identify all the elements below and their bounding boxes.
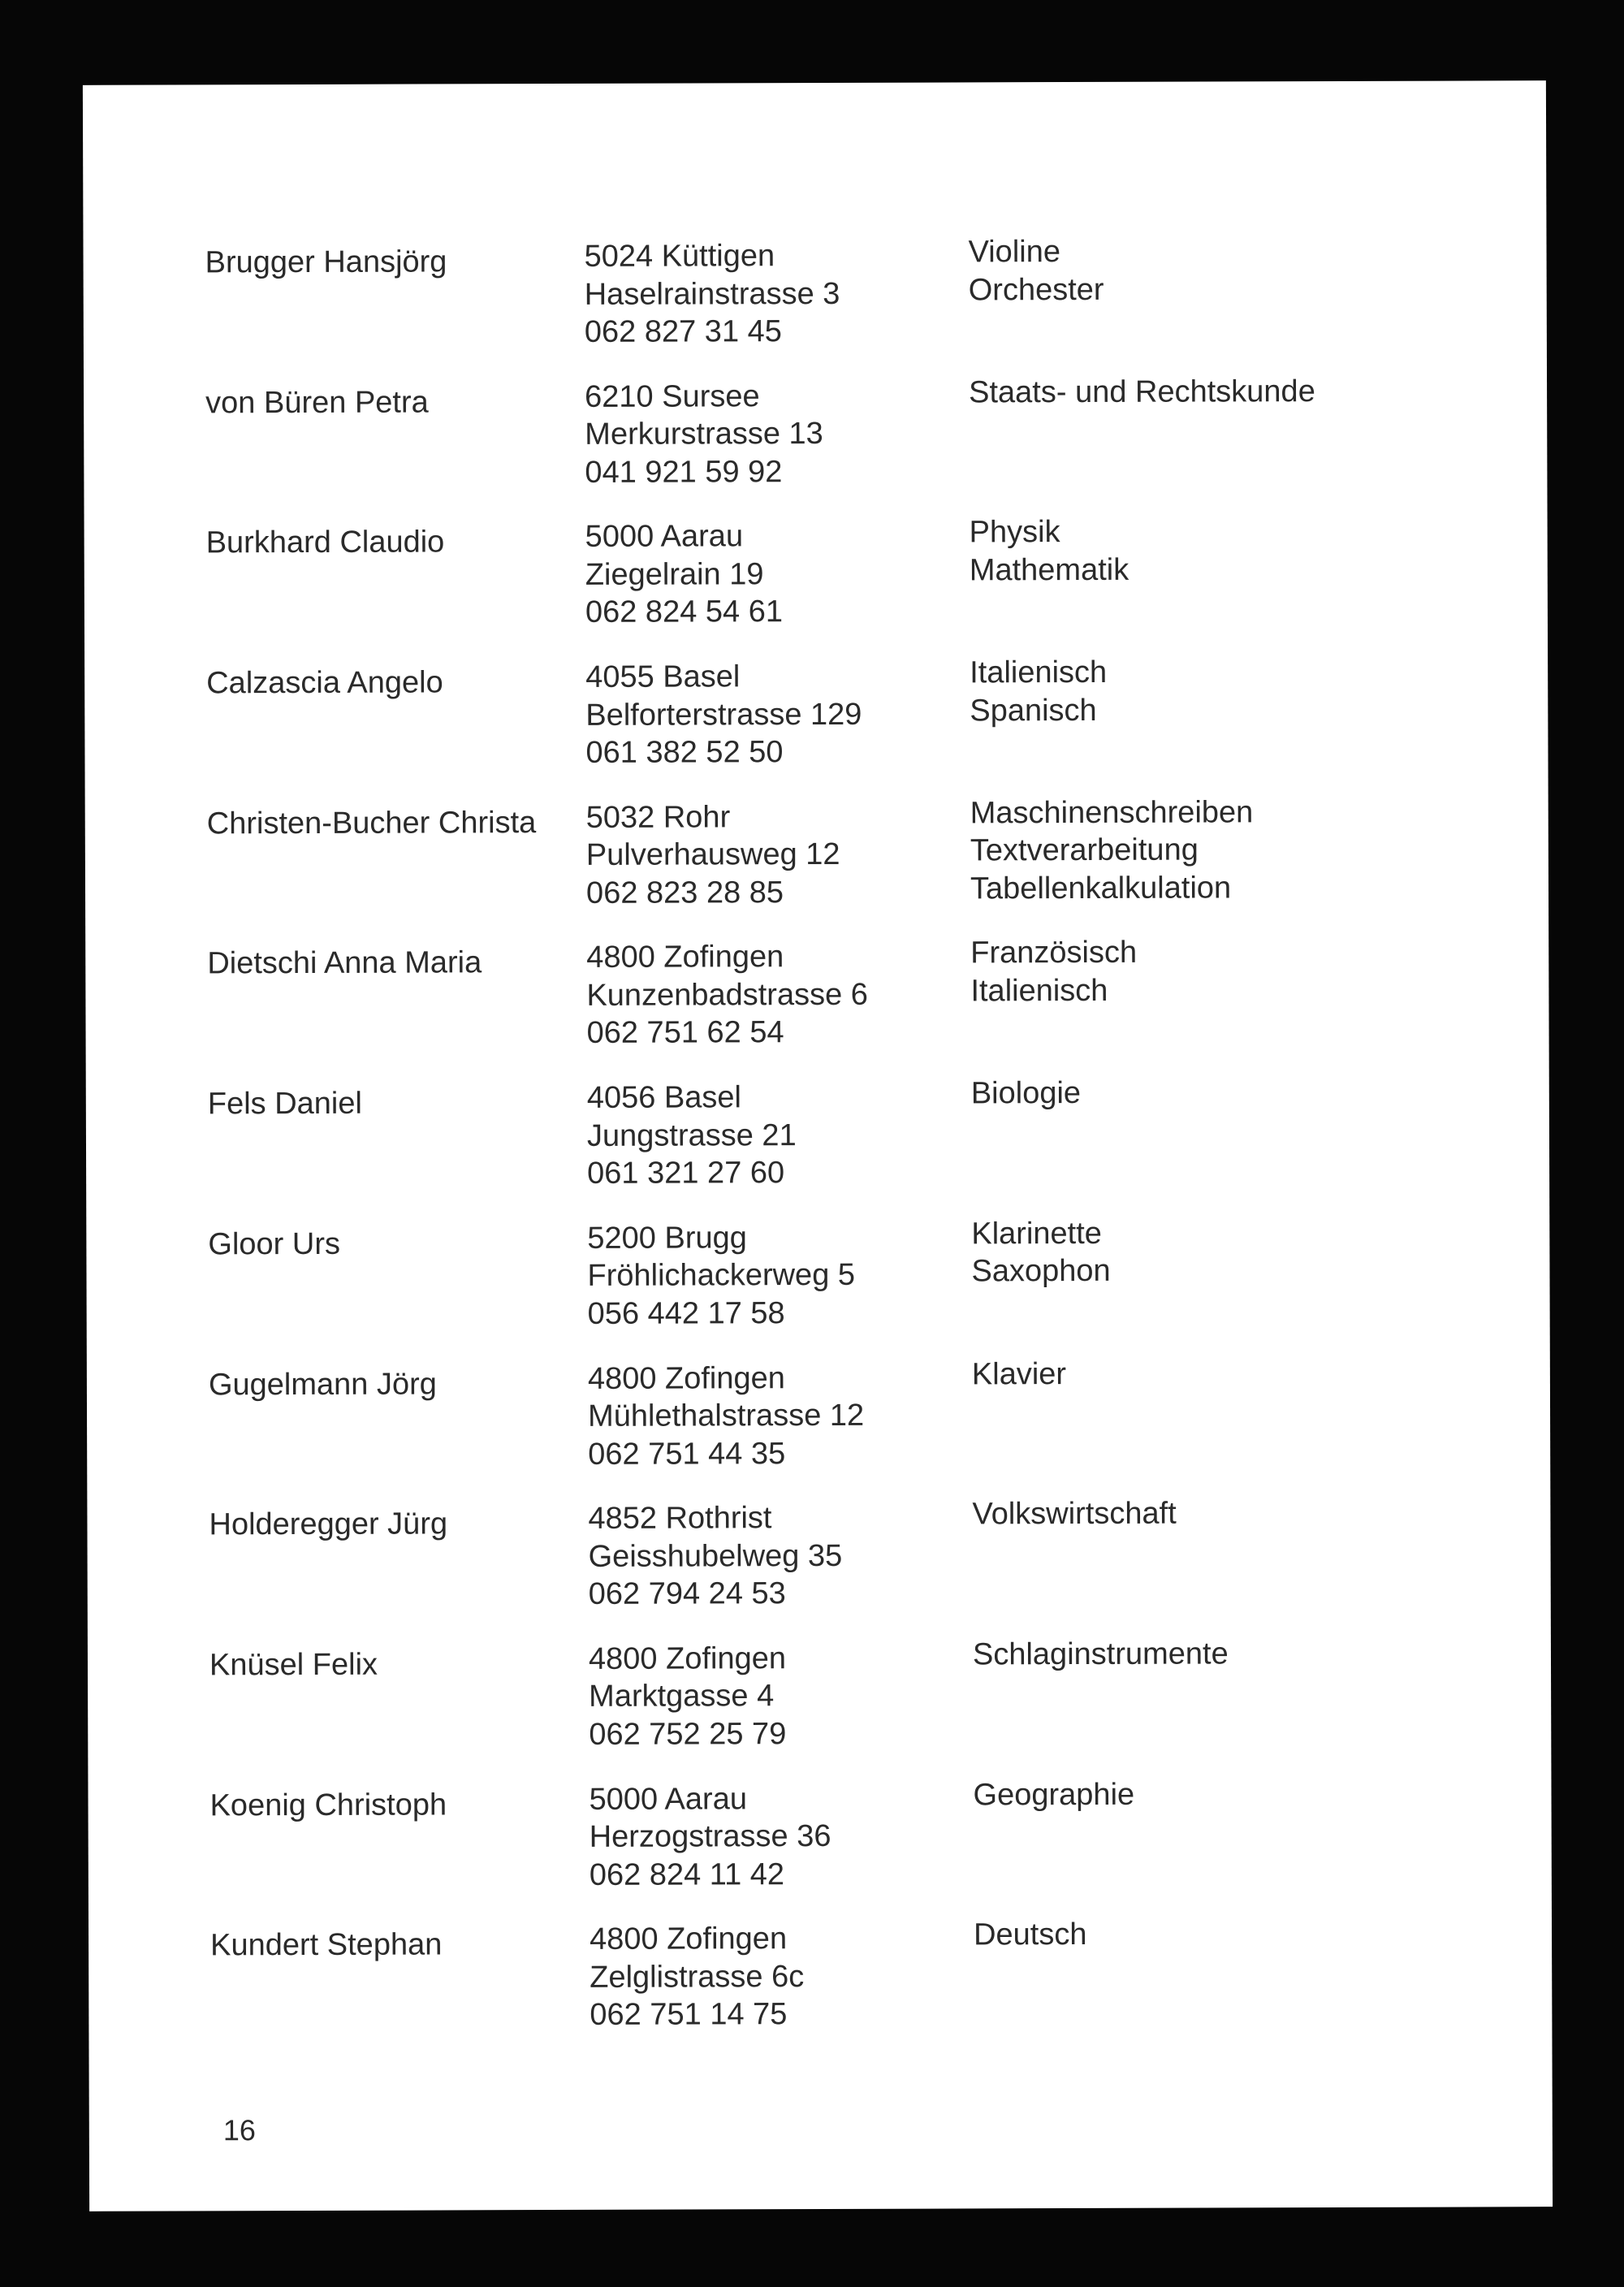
phone-number: 062 823 28 85 xyxy=(585,875,784,910)
subject: Staats- und Rechtskunde xyxy=(969,374,1315,410)
address-line: Herzogstrasse 36 xyxy=(589,1819,831,1854)
address-line: Marktgasse 4 xyxy=(589,1679,775,1714)
teacher-subjects xyxy=(971,1213,1426,1290)
list-item xyxy=(209,1637,1477,1782)
subject: Mathematik xyxy=(969,552,1129,588)
teacher-name: Holderegger Jürg xyxy=(209,1507,448,1542)
address-line: 5000 Aarau xyxy=(585,519,744,555)
address-line: Haselrainstrasse 3 xyxy=(584,276,840,312)
teacher-address xyxy=(589,1639,970,1753)
address-line: Zelglistrasse 6c xyxy=(590,1959,805,1995)
phone-number: 062 751 62 54 xyxy=(586,1015,784,1051)
phone-number: 061 321 27 60 xyxy=(587,1156,785,1191)
phone-number: 062 751 44 35 xyxy=(588,1436,786,1472)
list-item xyxy=(209,1357,1476,1502)
subject: Orchester xyxy=(968,272,1104,307)
address-line: Belforterstrasse 129 xyxy=(585,697,862,733)
list-item xyxy=(209,1498,1476,1642)
address-line: 5032 Rohr xyxy=(585,800,731,835)
phone-number: 061 382 52 50 xyxy=(585,735,784,770)
address-line: Kunzenbadstrasse 6 xyxy=(586,977,868,1013)
address-line: 5200 Brugg xyxy=(587,1221,747,1256)
document-page xyxy=(83,80,1553,2211)
list-item xyxy=(209,1778,1477,1922)
address-line: 4800 Zofingen xyxy=(586,940,784,975)
subject: Spanisch xyxy=(970,693,1097,728)
teacher-name: Burkhard Claudio xyxy=(205,525,445,560)
list-item xyxy=(210,1918,1478,2063)
address-line: Jungstrasse 21 xyxy=(586,1118,797,1153)
subject: Saxophon xyxy=(971,1254,1111,1289)
teacher-address xyxy=(585,517,967,632)
subject: Deutsch xyxy=(973,1917,1087,1952)
teacher-name: Fels Daniel xyxy=(207,1086,362,1122)
teacher-subjects xyxy=(970,933,1425,1010)
teacher-name: Christen-Bucher Christa xyxy=(206,805,537,841)
subject: Tabellenkalkulation xyxy=(970,871,1232,906)
teacher-address xyxy=(588,1499,970,1614)
phone-number: 062 824 11 42 xyxy=(589,1857,785,1892)
teacher-address xyxy=(585,657,967,772)
subject: Klarinette xyxy=(971,1216,1102,1252)
address-line: Fröhlichackerweg 5 xyxy=(587,1258,856,1294)
page-number: 16 xyxy=(222,2113,256,2147)
teacher-name: von Büren Petra xyxy=(205,385,429,421)
phone-number: 041 921 59 92 xyxy=(585,454,783,490)
subject: Schlaginstrumente xyxy=(972,1636,1229,1672)
teacher-address xyxy=(585,377,966,491)
teacher-address xyxy=(587,1218,969,1333)
address-line: 4055 Basel xyxy=(585,659,741,694)
teacher-name: Calzascia Angelo xyxy=(206,665,443,701)
phone-number: 062 751 14 75 xyxy=(590,1997,788,2033)
list-item xyxy=(208,1077,1475,1221)
teacher-subjects xyxy=(972,1494,1427,1533)
teacher-name: Brugger Hansjörg xyxy=(205,244,447,280)
subject: Violine xyxy=(968,235,1060,270)
list-item xyxy=(207,796,1475,940)
phone-number: 062 827 31 45 xyxy=(584,314,782,349)
teacher-address xyxy=(586,798,968,912)
phone-number: 056 442 17 58 xyxy=(587,1295,785,1331)
teacher-subjects xyxy=(973,1775,1427,1814)
subject: Italienisch xyxy=(970,655,1108,690)
teacher-address xyxy=(588,1359,970,1473)
subject: Italienisch xyxy=(970,973,1108,1009)
teacher-name: Gloor Urs xyxy=(208,1226,341,1262)
address-line: 5000 Aarau xyxy=(589,1781,747,1817)
list-item xyxy=(205,235,1472,379)
address-line: Merkurstrasse 13 xyxy=(585,417,823,452)
teacher-subjects xyxy=(973,1635,1427,1674)
subject: Klavier xyxy=(971,1356,1067,1391)
phone-number: 062 794 24 53 xyxy=(588,1576,786,1612)
subject: Geographie xyxy=(973,1777,1135,1812)
teacher-subjects xyxy=(968,232,1423,309)
phone-number: 062 824 54 61 xyxy=(585,594,784,630)
teacher-subjects xyxy=(969,372,1423,411)
subject: Volkswirtschaft xyxy=(972,1496,1177,1532)
list-item xyxy=(206,656,1474,801)
address-line: 4852 Rothrist xyxy=(588,1501,772,1537)
teacher-address xyxy=(584,236,965,351)
address-line: 4800 Zofingen xyxy=(588,1641,787,1676)
teacher-subjects xyxy=(970,512,1424,590)
subject: Physik xyxy=(969,515,1060,550)
teacher-subjects xyxy=(972,1354,1427,1393)
subject: Französisch xyxy=(970,936,1138,971)
address-line: Pulverhausweg 12 xyxy=(585,837,840,873)
address-line: 4056 Basel xyxy=(586,1080,742,1116)
teacher-name: Kundert Stephan xyxy=(210,1927,443,1963)
teacher-address xyxy=(586,938,968,1053)
address-line: 4800 Zofingen xyxy=(590,1922,788,1957)
address-line: Geisshubelweg 35 xyxy=(588,1538,843,1574)
list-item xyxy=(206,516,1474,660)
teacher-list xyxy=(205,235,1477,2062)
address-line: 5024 Küttigen xyxy=(584,239,775,274)
teacher-name: Knüsel Felix xyxy=(209,1647,378,1683)
teacher-subjects xyxy=(974,1915,1428,1954)
teacher-address xyxy=(590,1920,971,2034)
teacher-subjects xyxy=(971,1074,1426,1113)
phone-number: 062 752 25 79 xyxy=(589,1717,787,1752)
address-line: 4800 Zofingen xyxy=(587,1360,785,1396)
list-item xyxy=(207,936,1475,1081)
teacher-name: Dietschi Anna Maria xyxy=(207,945,482,981)
list-item xyxy=(205,375,1473,520)
teacher-subjects xyxy=(970,653,1424,730)
address-line: Ziegelrain 19 xyxy=(585,557,764,592)
teacher-name: Gugelmann Jörg xyxy=(208,1366,437,1402)
address-line: 6210 Sursee xyxy=(585,378,760,414)
teacher-address xyxy=(589,1779,970,1894)
teacher-subjects xyxy=(970,793,1425,907)
teacher-address xyxy=(587,1079,969,1193)
address-line: Mühlethalstrasse 12 xyxy=(587,1398,865,1433)
subject: Textverarbeitung xyxy=(970,832,1199,868)
teacher-name: Koenig Christoph xyxy=(209,1788,447,1822)
subject: Biologie xyxy=(970,1076,1082,1111)
list-item xyxy=(208,1217,1475,1361)
subject: Maschinenschreiben xyxy=(970,795,1254,831)
